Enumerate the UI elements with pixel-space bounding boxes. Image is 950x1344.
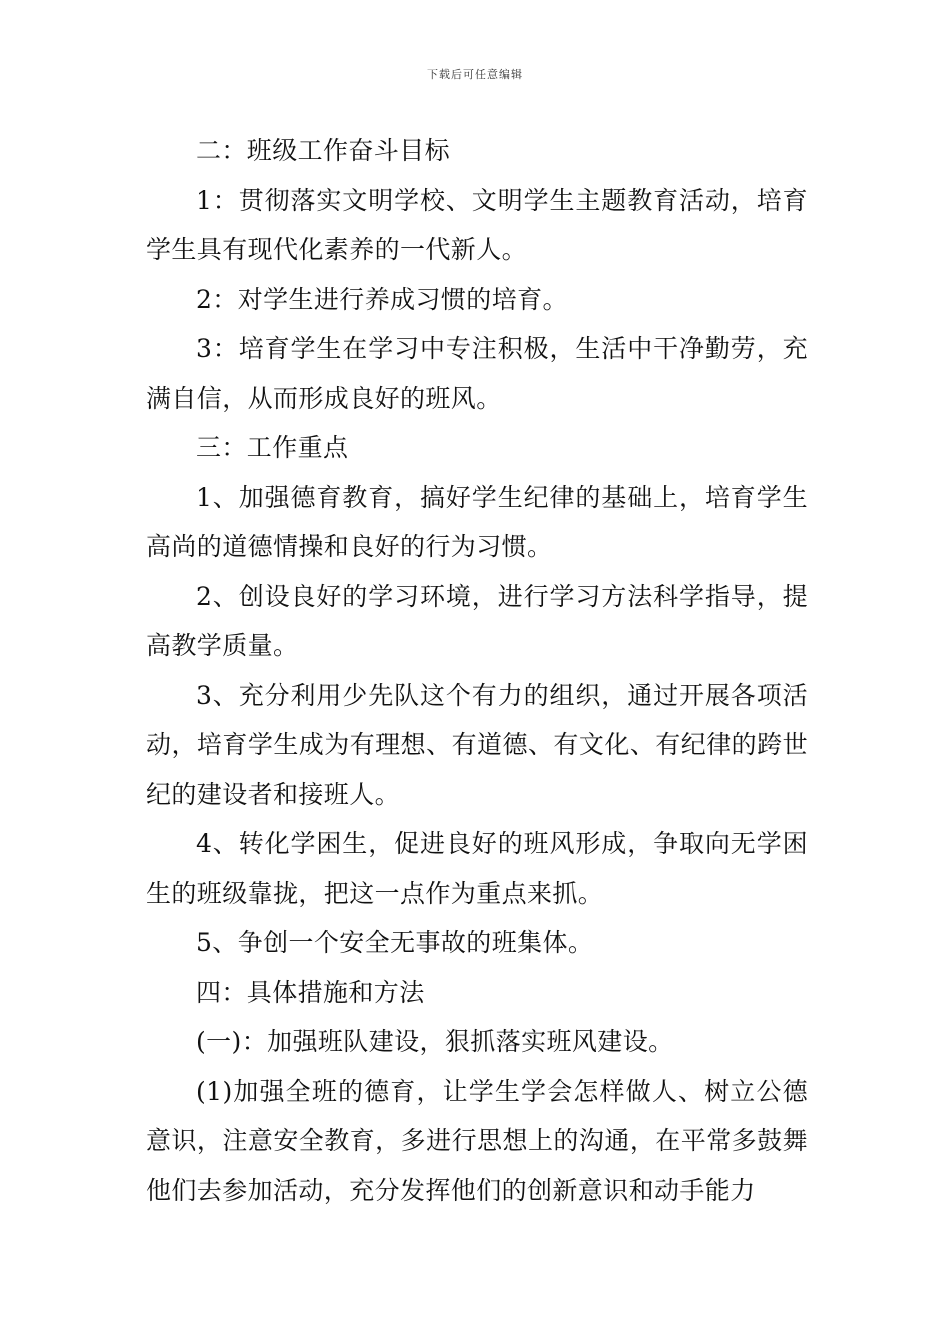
section-heading-measures: 四：具体措施和方法 xyxy=(196,977,425,1007)
focus-item-1: 1、加强德育教育，搞好学生纪律的基础上，培育学生高尚的道德情操和良好的行为习惯。 xyxy=(146,482,808,561)
download-editable-note: 下载后可任意编辑 xyxy=(427,68,523,81)
focus-item-3: 3、充分利用少先队这个有力的组织，通过开展各项活动，培育学生成为有理想、有道德、有文化、有纪律的跨世纪的建设者和接班人。 xyxy=(146,680,808,809)
document-body xyxy=(146,126,808,1215)
goal-item-2: 2：对学生进行养成习惯的培育。 xyxy=(196,284,568,314)
focus-item-4: 4、转化学困生，促进良好的班风形成，争取向无学困生的班级靠拢，把这一点作为重点来抓。 xyxy=(146,829,808,908)
goal-item-3: 3：培育学生在学习中专注积极，生活中干净勤劳，充满自信，从而形成良好的班风。 xyxy=(146,334,808,413)
focus-item-2: 2、创设良好的学习环境，进行学习方法科学指导，提高教学质量。 xyxy=(146,581,808,660)
goal-item-1: 1：贯彻落实文明学校、文明学生主题教育活动，培育学生具有现代化素养的一代新人。 xyxy=(146,185,808,264)
measures-subheading-1: (一)：加强班队建设，狠抓落实班风建设。 xyxy=(196,1027,674,1056)
section-heading-focus: 三：工作重点 xyxy=(196,433,349,462)
section-heading-goals: 二：班级工作奋斗目标 xyxy=(196,136,451,165)
focus-item-5: 5、争创一个安全无事故的班集体。 xyxy=(196,928,594,957)
measures-item-1: (1)加强全班的德育，让学生学会怎样做人、树立公德意识，注意安全教育，多进行思想上的沟通，在平常多鼓舞他们去参加活动，充分发挥他们的创新意识和动手能力 xyxy=(146,1076,808,1205)
